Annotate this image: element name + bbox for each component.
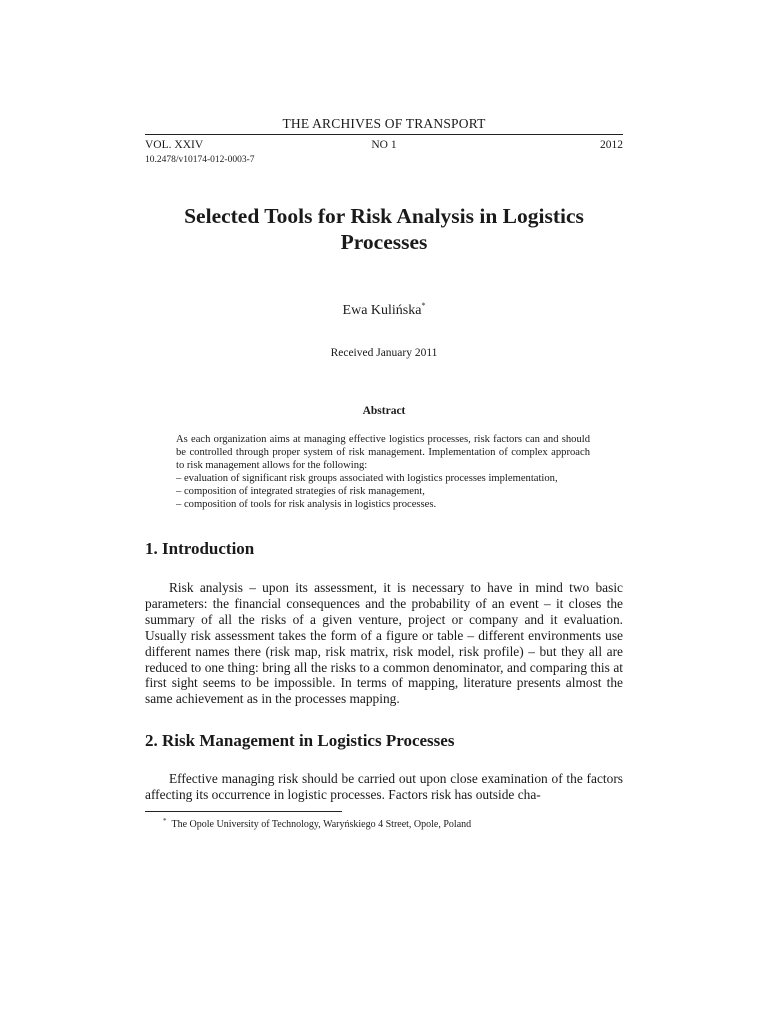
publication-year: 2012 bbox=[600, 139, 623, 151]
received-date: Received January 2011 bbox=[330, 347, 438, 359]
author-name: Ewa Kulińska bbox=[342, 303, 422, 318]
header-rule bbox=[145, 134, 623, 135]
risk-management-body bbox=[145, 771, 623, 803]
paper-title bbox=[145, 203, 623, 255]
paper-title-line-1: Selected Tools for Risk Analysis in Logistics bbox=[184, 204, 584, 228]
footnote-text: The Opole University of Technology, Waryńskiego 4 Street, Opole, Poland bbox=[171, 819, 472, 830]
abstract-heading: Abstract bbox=[362, 405, 406, 417]
footnote-rule bbox=[145, 811, 342, 812]
section-heading-introduction: 1. Introduction bbox=[145, 539, 255, 558]
abstract-list-item: – evaluation of significant risk groups associated with logistics processes implementation, bbox=[176, 472, 558, 484]
footnote-mark: * bbox=[163, 817, 167, 825]
abstract-list-item: – composition of integrated strategies of risk management, bbox=[176, 485, 425, 497]
section-heading-risk-management: 2. Risk Management in Logistics Processes bbox=[145, 731, 455, 750]
paragraph: Risk analysis – upon its assessment, it is necessary to have in mind two basic parameters: the financial consequences and the probability of an event – it closes the summary of all the risks of a given venture, project or company and it evaluation. Usually risk assessment takes the form of a figure or table – different environments use different names there (risk map, risk matrix, risk model, risk profile) – but they all are reduced to one thing: bring all the risks to a common denominator, and comparing this at first sight seems to be impossible. In terms of mapping, literature presents almost the same achievement as in the processes mapping. bbox=[145, 580, 623, 707]
abstract-list-item: – composition of tools for risk analysis in logistics processes. bbox=[176, 498, 437, 510]
footnote bbox=[163, 817, 471, 830]
author bbox=[145, 301, 623, 319]
doi: 10.2478/v10174-012-0003-7 bbox=[145, 155, 255, 165]
abstract-body bbox=[176, 434, 590, 511]
paper-title-line-2: Processes bbox=[340, 230, 428, 254]
introduction-body bbox=[145, 580, 623, 707]
volume-label: VOL. XXIV bbox=[145, 139, 204, 151]
issue-number: NO 1 bbox=[371, 139, 397, 151]
author-footnote-mark: * bbox=[421, 301, 426, 310]
issue-info-row bbox=[145, 139, 623, 155]
paragraph: Effective managing risk should be carried out upon close examination of the factors affecting its occurrence in logistic processes. Factors risk has outside cha- bbox=[145, 771, 623, 802]
journal-title: THE ARCHIVES OF TRANSPORT bbox=[282, 116, 486, 131]
abstract-text: As each organization aims at managing effective logistics processes, risk factors can and should be controlled through proper system of risk management. Implementation of complex approach to risk management allows for the following: bbox=[176, 434, 590, 471]
